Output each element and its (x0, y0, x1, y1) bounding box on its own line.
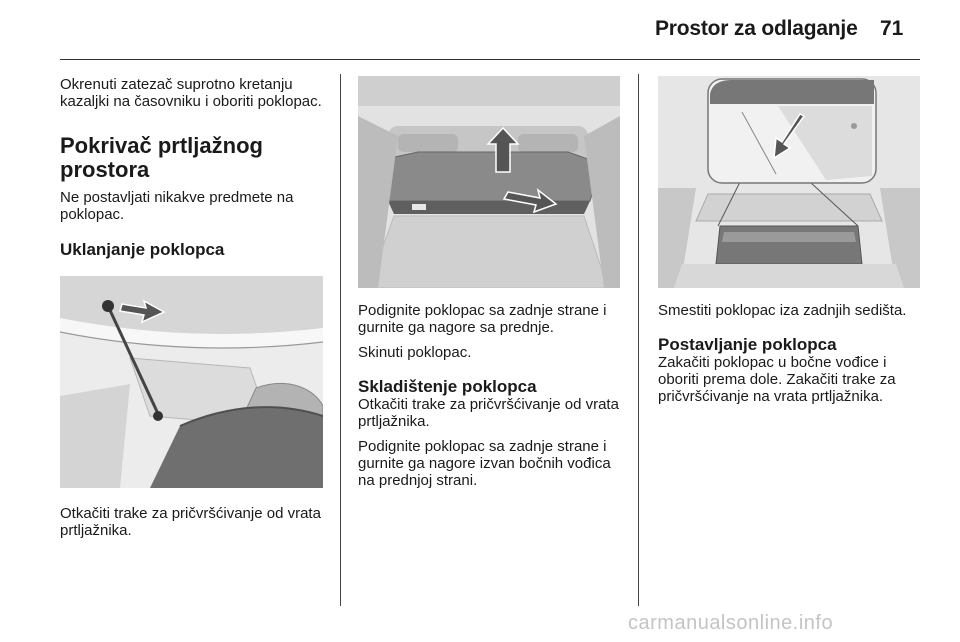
intro-paragraph: Okrenuti zatezač suprotno kretanju kazaljki na časovniku i oboriti poklopac. (60, 76, 322, 110)
page-title: Prostor za odlaganje (655, 17, 858, 40)
paragraph-lift-cover: Podignite poklopac sa zadnje strane i gurnite ga nagore sa prednje. (358, 302, 607, 336)
column-divider-1 (340, 74, 341, 606)
subheading-storing-cover: Skladištenje poklopca (358, 377, 537, 396)
paragraph-lift-out-guides: Podignite poklopac sa zadnje strane i gurnite ga nagore izvan bočnih vođica na prednjoj strani. (358, 438, 611, 489)
section-heading-cargo-cover: Pokrivač prtljažnog prostora (60, 133, 263, 182)
watermark: carmanualsonline.info (628, 612, 834, 634)
page-number: 71 (880, 17, 904, 40)
warning-paragraph: Ne postavljati nikakve predmete na poklopac. (60, 189, 294, 223)
subheading-installing-cover: Postavljanje poklopca (658, 335, 837, 354)
column-3 (658, 76, 920, 405)
paragraph-attach-cover: Zakačiti poklopac u bočne vođice i oboriti prema dole. Zakačiti trake za pričvršćivanje na vrata prtljažnika. (658, 354, 896, 405)
subheading-removing-cover: Uklanjanje poklopca (60, 240, 225, 259)
figure-lift-cover (358, 76, 620, 288)
paragraph-place-behind-seats: Smestiti poklopac iza zadnjih sedišta. (658, 302, 907, 319)
figure-tailgate-strap (60, 276, 323, 488)
caption-detach-straps: Otkačiti trake za pričvršćivanje od vrata prtljažnika. (60, 505, 321, 539)
header-rule (60, 59, 920, 60)
paragraph-detach-straps: Otkačiti trake za pričvršćivanje od vrata prtljažnika. (358, 396, 619, 430)
column-1 (60, 76, 325, 539)
column-divider-2 (638, 74, 639, 606)
figure-store-cover (658, 76, 920, 288)
paragraph-remove-cover: Skinuti poklopac. (358, 344, 472, 361)
column-2 (358, 76, 620, 489)
